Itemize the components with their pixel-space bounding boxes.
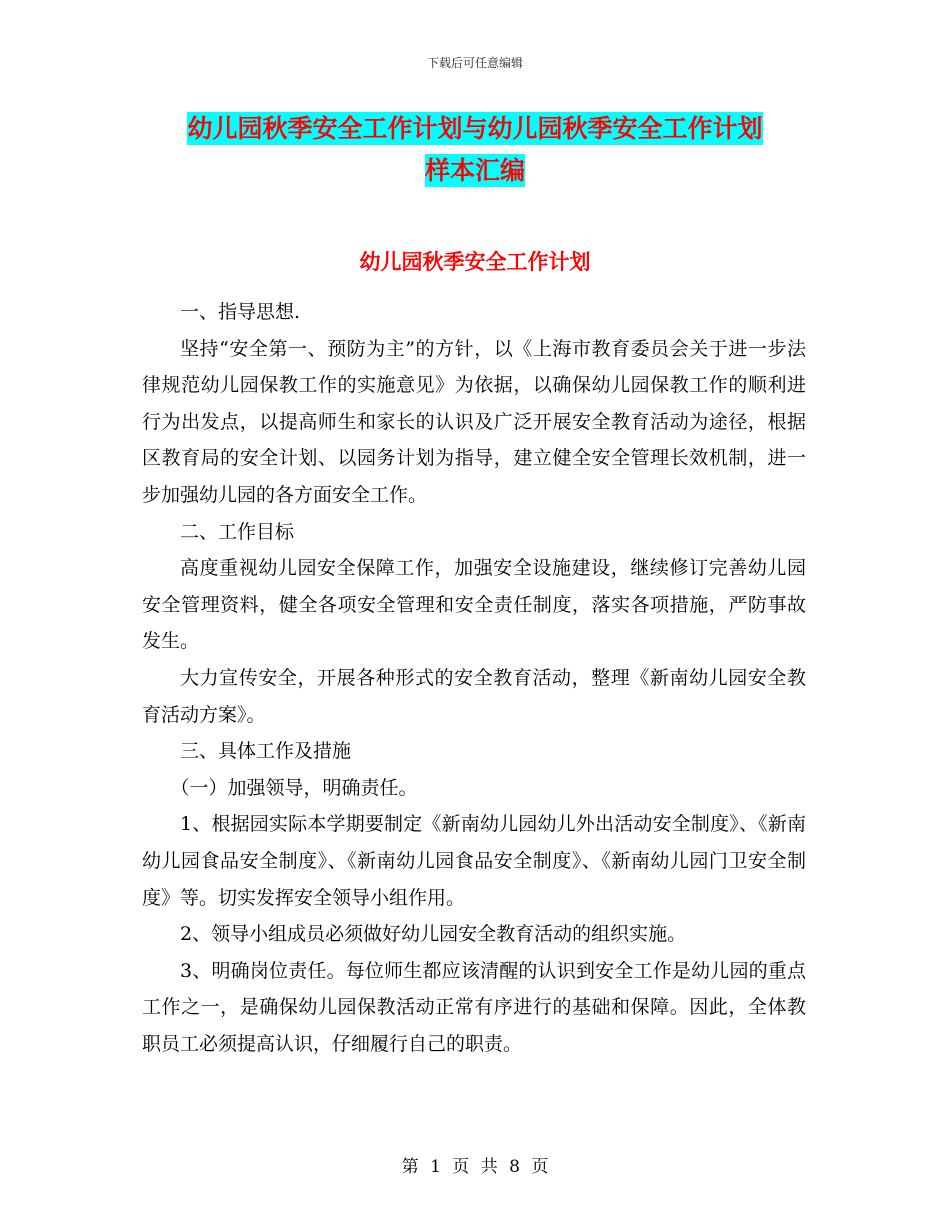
document-body [142, 294, 806, 1062]
paragraph: 坚持“安全第一、预防为主”的方针，以《上海市教育委员会关于进一步法律规范幼儿园保教工作的实施意见》为依据，以确保幼儿园保教工作的顺利进行为出发点，以提高师生和家长的认识及广泛开展安全教育活动为途径，根据区教育局的安全计划、以园务计划为指导，建立健全安全管理长效机制，进一步加强幼儿园的各方面安全工作。 [142, 337, 806, 506]
paragraph: 大力宣传安全，开展各种形式的安全教育活动，整理《新南幼儿园安全教育活动方案》。 [142, 666, 806, 726]
section-title: 幼儿园秋季安全工作计划 [359, 250, 591, 274]
subheading: （一）加强领导，明确责任。 [170, 776, 418, 799]
list-item: 1、根据园实际本学期要制定《新南幼儿园幼儿外出活动安全制度》、《新南幼儿园食品安全制度》、《新南幼儿园食品安全制度》、《新南幼儿园门卫安全制度》等。切实发挥安全领导小组作用。 [142, 813, 806, 909]
heading-guiding-thought: 一、指导思想. [180, 301, 301, 323]
title-line-1: 幼儿园秋季安全工作计划与幼儿园秋季安全工作计划 [187, 114, 763, 143]
page-footer: 第 1 页 共 8 页 [401, 1157, 549, 1177]
header-note: 下载后可任意编辑 [426, 56, 523, 70]
heading-measures: 三、具体工作及措施 [180, 740, 352, 763]
heading-work-goals: 二、工作目标 [180, 520, 295, 543]
list-item: 2、领导小组成员必须做好幼儿园安全教育活动的组织实施。 [180, 923, 687, 946]
paragraph: 高度重视幼儿园安全保障工作，加强安全设施建设，继续修订完善幼儿园安全管理资料，健全各项安全管理和安全责任制度，落实各项措施，严防事故发生。 [142, 557, 806, 653]
list-item: 3、明确岗位责任。每位师生都应该清醒的认识到安全工作是幼儿园的重点工作之一，是确保幼儿园保教活动正常有序进行的基础和保障。因此，全体教职员工必须提高认识，仔细履行自己的职责。 [142, 959, 806, 1055]
title-line-2: 样本汇编 [424, 156, 525, 185]
document-title [140, 108, 810, 192]
